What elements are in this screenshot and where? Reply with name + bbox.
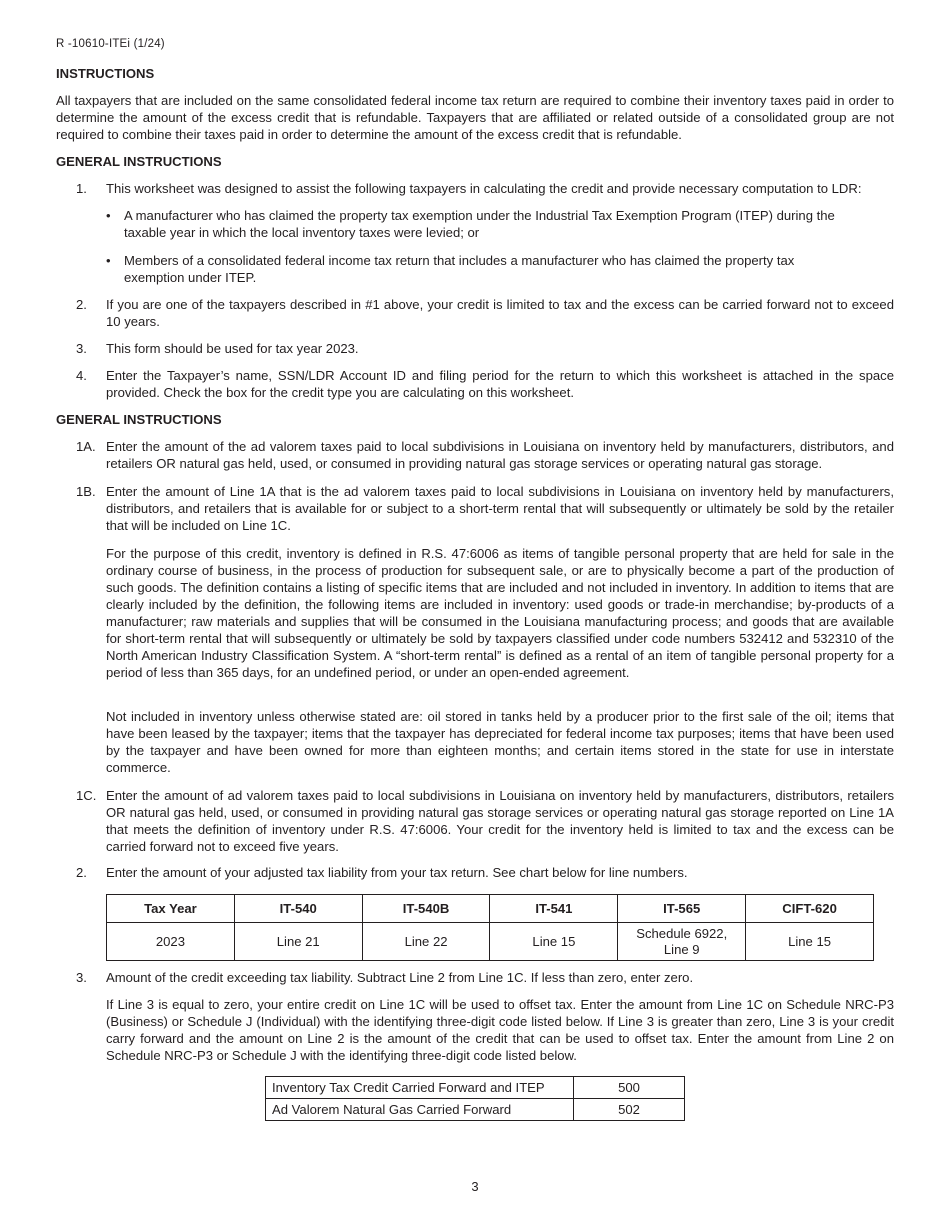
table-cell: Line 15 (490, 923, 618, 961)
item-text: This worksheet was designed to assist the following taxpayers in calculating the credit and provide necessary computation to LDR: (106, 181, 862, 196)
item-number: 3. (76, 341, 87, 356)
table-cell: Line 21 (234, 923, 362, 961)
table-header-row (107, 895, 874, 923)
table-cell: Inventory Tax Credit Carried Forward and ITEP (266, 1077, 574, 1099)
instructions-heading: INSTRUCTIONS (56, 66, 155, 81)
item-text: This form should be used for tax year 2023. (106, 341, 359, 356)
item-number: 4. (76, 368, 87, 383)
table-cell: 500 (574, 1077, 685, 1099)
item-number: 1C. (76, 788, 97, 803)
item-number: 2. (76, 865, 87, 880)
item-number: 2. (76, 297, 87, 312)
table-cell: 2023 (107, 923, 235, 961)
paragraph: For the purpose of this credit, inventory is defined in R.S. 47:6006 as items of tangible personal property that are held for sale in the ordinary course of business, in the process of production for subsequent sale, or are to physically become a part of the production of such goods. The definition contains a listing of specific items that are included and not included in inventory. In addition to items that are clearly included by the definition, the following items are included in inventory: used goods or trade-in merchandise; by-products of a manufacturer; raw materials and supplies that will be consumed in the Louisiana manufacturing process; and goods that are available for short-term rental that will subsequently or ultimately be sold by taxpayers classified under code numbers 532412 and 532310 of the North American Industry Classification System. A “short-term rental” is defined as a rental of an item of tangible personal property for a period of less than 365 days, for an undefined period, or under an open-ended agreement. (106, 546, 894, 680)
column-header: IT-565 (618, 895, 746, 923)
item-number: 1A. (76, 439, 96, 454)
column-header: IT-541 (490, 895, 618, 923)
item-number: 3. (76, 970, 87, 985)
bullet-icon: • (106, 208, 111, 223)
form-id: R -10610-ITEi (1/24) (56, 38, 165, 50)
table-row (266, 1099, 685, 1121)
table-cell: Line 22 (362, 923, 490, 961)
item-text: Enter the amount of your adjusted tax liability from your tax return. See chart below for line numbers. (106, 865, 688, 880)
item-text: Amount of the credit exceeding tax liability. Subtract Line 2 from Line 1C. If less than zero, enter zero. (106, 970, 694, 985)
paragraph: Not included in inventory unless otherwise stated are: oil stored in tanks held by a producer prior to the first sale of the oil; items that have been leased by the taxpayer; items that the taxpayer has depreciated for federal income tax purposes; items that have been used by the taxpayer and have been owned for more than eighteen months; and certain items stored in the state for use in interstate commerce. (106, 709, 894, 775)
bullet-text: A manufacturer who has claimed the property tax exemption under the Industrial Tax Exemption Program (ITEP) during the taxable year in which the local inventory taxes were levied; or (124, 208, 835, 240)
paragraph: If Line 3 is equal to zero, your entire credit on Line 1C will be used to offset tax. Enter the amount from Line 1C on Schedule NRC-P3 (Business) or Schedule J (Individual) with the identifying three-digit code listed below. If Line 3 is greater than zero, Line 3 is your credit carry forward and the amount on Line 2 is the amount of the credit that can be used to offset tax. Enter the amount from Line 2 on Schedule NRC-P3 or Schedule J with the identifying three-digit code listed below. (106, 997, 894, 1063)
column-header: IT-540B (362, 895, 490, 923)
item-number: 1B. (76, 484, 96, 499)
column-header: CIFT-620 (746, 895, 874, 923)
column-header: IT-540 (234, 895, 362, 923)
item-text: Enter the amount of Line 1A that is the ad valorem taxes paid to local subdivisions in Louisiana on inventory held by manufacturers, distributors, and retailers that is available for or subject to a short-term rental that will subsequently or ultimately be sold by the retailer that will be included on Line 1C. (106, 484, 894, 533)
line-number-table (106, 894, 874, 961)
general-instructions-heading-2: GENERAL INSTRUCTIONS (56, 412, 222, 427)
bullet-icon: • (106, 253, 111, 268)
table-row (266, 1077, 685, 1099)
item-number: 1. (76, 181, 87, 196)
instructions-body: All taxpayers that are included on the same consolidated federal income tax return are required to combine their inventory taxes paid in order to determine the amount of the excess credit that is refundable. Taxpayers that are affiliated or related outside of a consolidated group are not required to combine their taxes paid in order to determine the amount of the excess credit that is refundable. (56, 93, 894, 142)
column-header: Tax Year (107, 895, 235, 923)
table-cell: 502 (574, 1099, 685, 1121)
item-text: If you are one of the taxpayers described in #1 above, your credit is limited to tax and the excess can be carried forward not to exceed 10 years. (106, 297, 894, 329)
code-table (265, 1076, 685, 1121)
item-text: Enter the Taxpayer’s name, SSN/LDR Account ID and filing period for the return to which this worksheet is attached in the space provided. Check the box for the credit type you are calculating on this worksheet. (106, 368, 894, 400)
general-instructions-heading-1: GENERAL INSTRUCTIONS (56, 154, 222, 169)
table-cell: Ad Valorem Natural Gas Carried Forward (266, 1099, 574, 1121)
item-text: Enter the amount of ad valorem taxes paid to local subdivisions in Louisiana on inventory held by manufacturers, distributors, retailers OR natural gas held, used, or consumed in providing natural gas storage services or operating natural gas storage reported on Line 1A that meets the definition of inventory under R.S. 47:6006. Your credit for the inventory held is limited to tax and the excess can be carried forward not to exceed five years. (106, 788, 894, 854)
bullet-text: Members of a consolidated federal income tax return that includes a manufacturer who has claimed the property tax exemption under ITEP. (124, 253, 795, 285)
page-number: 3 (471, 1179, 479, 1194)
table-row (107, 923, 874, 961)
table-cell: Line 15 (746, 923, 874, 961)
table-cell: Schedule 6922, Line 9 (618, 923, 746, 961)
item-text: Enter the amount of the ad valorem taxes paid to local subdivisions in Louisiana on inventory held by manufacturers, distributors, and retailers OR natural gas held, used, or consumed in providing natural gas storage services or operating natural gas storage. (106, 439, 894, 471)
